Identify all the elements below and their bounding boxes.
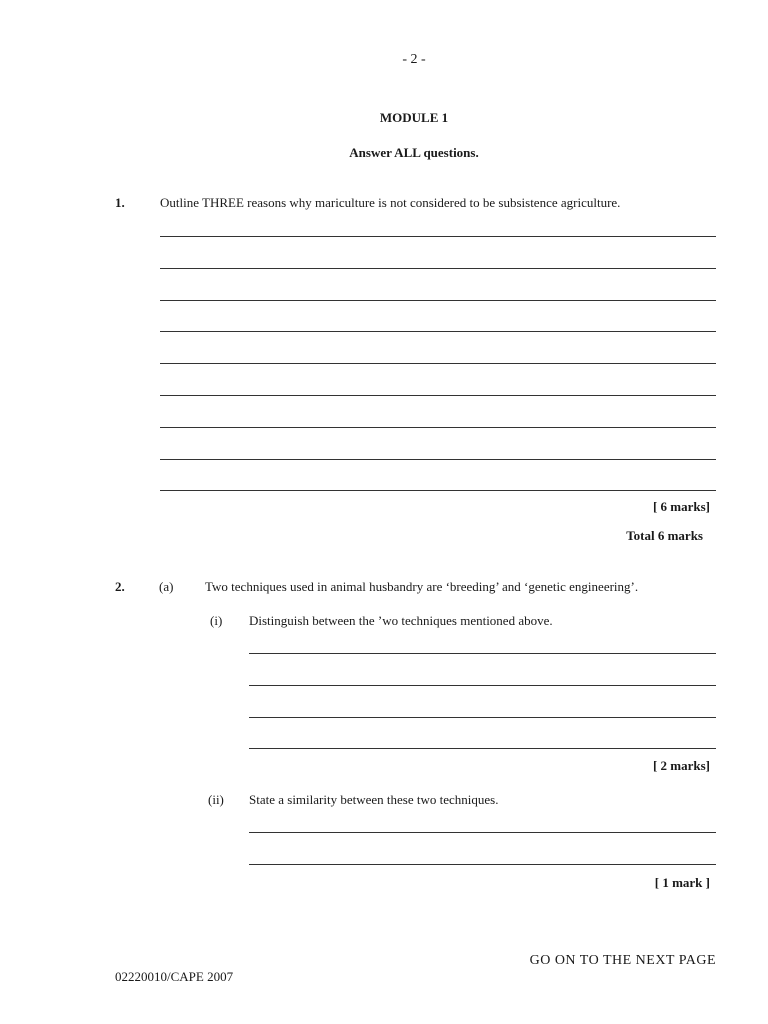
question-2a-i-label: (i) <box>210 613 223 628</box>
answer-line-q1-8[interactable] <box>160 459 716 460</box>
question-1-number: 1. <box>115 195 125 210</box>
question-2a-ii-marks: [ 1 mark ] <box>654 875 710 890</box>
answer-line-q1-3[interactable] <box>160 300 716 301</box>
question-2a-ii-label: (ii) <box>208 792 224 807</box>
answer-line-q1-9[interactable] <box>160 490 716 491</box>
question-2-number: 2. <box>115 579 125 594</box>
answer-line-q1-7[interactable] <box>160 427 716 428</box>
answer-line-q2i-3[interactable] <box>249 717 716 718</box>
instruction: Answer ALL questions. <box>349 145 479 160</box>
answer-line-q2i-2[interactable] <box>249 685 716 686</box>
answer-line-q1-4[interactable] <box>160 331 716 332</box>
question-2a-ii-text: State a similarity between these two techniques. <box>249 792 499 807</box>
question-2a-i-text: Distinguish between the ’wo techniques mentioned above. <box>249 613 553 628</box>
answer-line-q2i-1[interactable] <box>249 653 716 654</box>
page-number: - 2 - <box>402 52 426 67</box>
answer-line-q2ii-1[interactable] <box>249 832 716 833</box>
answer-line-q1-2[interactable] <box>160 268 716 269</box>
question-1-marks: [ 6 marks] <box>652 499 710 514</box>
module-title: MODULE 1 <box>379 110 449 125</box>
answer-line-q2ii-2[interactable] <box>249 864 716 865</box>
question-2a-i-marks: [ 2 marks] <box>652 758 710 773</box>
answer-line-q1-1[interactable] <box>160 236 716 237</box>
question-2a-label: (a) <box>159 579 174 594</box>
answer-line-q2i-4[interactable] <box>249 748 716 749</box>
answer-line-q1-5[interactable] <box>160 363 716 364</box>
question-2a-text: Two techniques used in animal husbandry are ‘breeding’ and ‘genetic engineering’. <box>205 579 639 594</box>
answer-line-q1-6[interactable] <box>160 395 716 396</box>
next-page-notice: GO ON TO THE NEXT PAGE <box>529 953 716 968</box>
question-1-total: Total 6 marks <box>626 528 703 543</box>
paper-code: 02220010/CAPE 2007 <box>115 969 234 984</box>
question-1-text: Outline THREE reasons why mariculture is not considered to be subsistence agriculture. <box>160 195 621 210</box>
